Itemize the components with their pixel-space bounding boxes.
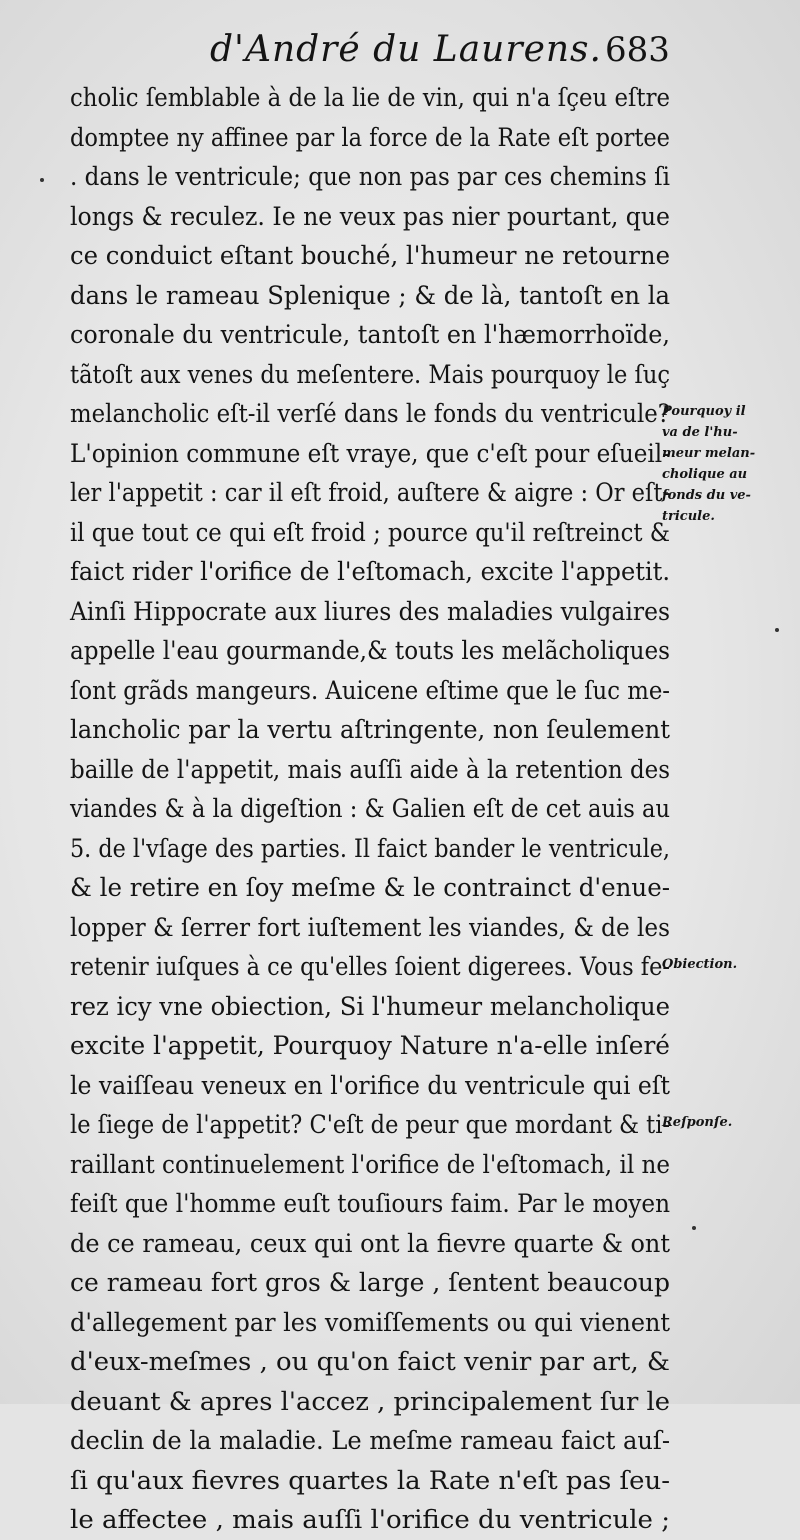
text-line: d'eux-meſmes , ou qu'on faict venir par art, &: [70, 1347, 670, 1376]
text-line: faict rider l'orifice de l'eſtomach, excite l'appetit.: [70, 557, 670, 586]
text-line: lancholic par la vertu aſtringente, non ſeulement: [70, 715, 670, 744]
text-line: rez icy vne obiection, Si l'humeur melancholique: [70, 991, 670, 1021]
text-line: domptee ny affinee par la force de la Rate eſt portee: [70, 122, 670, 152]
text-line: longs & reculez. Ie ne veux pas nier pourtant, que: [70, 201, 670, 231]
text-line: ler l'appetit : car il eſt froid, auſtere & aigre : Or eſt-: [70, 478, 670, 507]
text-line: & le retire en ſoy meſme & le contrainct d'enue-: [70, 873, 670, 902]
text-line: coronale du ventricule, tantoſt en l'hæmorrhoïde,: [70, 320, 670, 349]
margin-note-line: tricule.: [662, 509, 715, 524]
text-line: raillant continuelement l'orifice de l'eſtomach, il ne: [70, 1149, 670, 1179]
text-line: deuant & apres l'accez , principalement ſur le: [70, 1386, 670, 1416]
text-line: ce conduict eſtant bouché, l'humeur ne retourne: [70, 241, 670, 270]
text-line: . dans le ventricule; que non pas par ces chemins ſi: [70, 162, 670, 191]
text-line: feiſt que l'homme euſt touſiours faim. Par le moyen: [70, 1189, 670, 1218]
text-line: le affectee , mais auſſi l'orifice du ventricule ;: [70, 1505, 670, 1534]
text-line: il que tout ce qui eſt froid ; pource qu'il reſtreinct &: [70, 517, 670, 547]
text-line: excite l'appetit, Pourquoy Nature n'a-elle inſeré: [70, 1031, 670, 1060]
text-line: Ainſi Hippocrate aux liures des maladies vulgaires: [70, 596, 670, 626]
text-line: L'opinion commune eſt vraye, que c'eſt pour eſueil-: [70, 438, 670, 468]
margin-note-line: Pourquoy il: [662, 404, 746, 419]
ink-speck: [775, 628, 779, 632]
margin-note-line: meur melan-: [662, 446, 756, 461]
text-line: ſi qu'aux fievres quartes la Rate n'eſt pas ſeu-: [70, 1465, 670, 1495]
running-title: d'André du Laurens.: [210, 29, 602, 70]
margin-note-line: va de l'hu-: [662, 425, 738, 440]
text-line: retenir iuſques à ce qu'elles ſoient digerees. Vous fe-: [70, 952, 670, 981]
text-line: melancholic eſt-il verſé dans le fonds du ventricule?: [70, 399, 670, 428]
ink-speck: [40, 178, 44, 182]
main-text-block: [70, 78, 670, 1540]
text-line: ce rameau fort gros & large , ſentent beaucoup: [70, 1268, 670, 1297]
text-line: 5. de l'vſage des parties. Il faict bander le ventricule,: [70, 833, 670, 863]
text-line: tãtoſt aux venes du meſentere. Mais pourquoy le ſuç: [70, 359, 670, 389]
text-line: declin de la maladie. Le meſme rameau faict auſ-: [70, 1426, 670, 1455]
text-line: le ſiege de l'appetit? C'eſt de peur que mordant & ti-: [70, 1110, 670, 1139]
margin-note-line: Reſponſe.: [662, 1115, 733, 1130]
text-line: cholic ſemblable à de la lie de vin, qui n'a ſçeu eſtre: [70, 83, 670, 112]
text-line: le vaiſſeau veneux en l'orifice du ventricule qui eſt: [70, 1070, 670, 1100]
text-line: appelle l'eau gourmande,& touts les melãcholiques: [70, 636, 670, 665]
text-line: d'allegement par les vomiſſements ou qui vienent: [70, 1307, 670, 1337]
text-line: de ce rameau, ceux qui ont la fievre quarte & ont: [70, 1228, 670, 1258]
text-line: ſont grãds mangeurs. Auicene eſtime que le ſuc me-: [70, 675, 670, 705]
ink-speck: [692, 1226, 696, 1230]
margin-note-line: fonds du ve-: [662, 488, 751, 503]
page-number: 683: [605, 30, 670, 70]
text-line: dans le rameau Splenique ; & de là, tantoſt en la: [70, 280, 670, 310]
margin-note-line: Obiection.: [662, 957, 738, 972]
text-line: baille de l'appetit, mais auſſi aide à la retention des: [70, 754, 670, 784]
margin-note-line: cholique au: [662, 467, 748, 482]
text-line: lopper & ſerrer fort iuſtement les viandes, & de les: [70, 912, 670, 942]
text-line: viandes & à la digeſtion : & Galien eſt de cet auis au: [70, 794, 670, 823]
